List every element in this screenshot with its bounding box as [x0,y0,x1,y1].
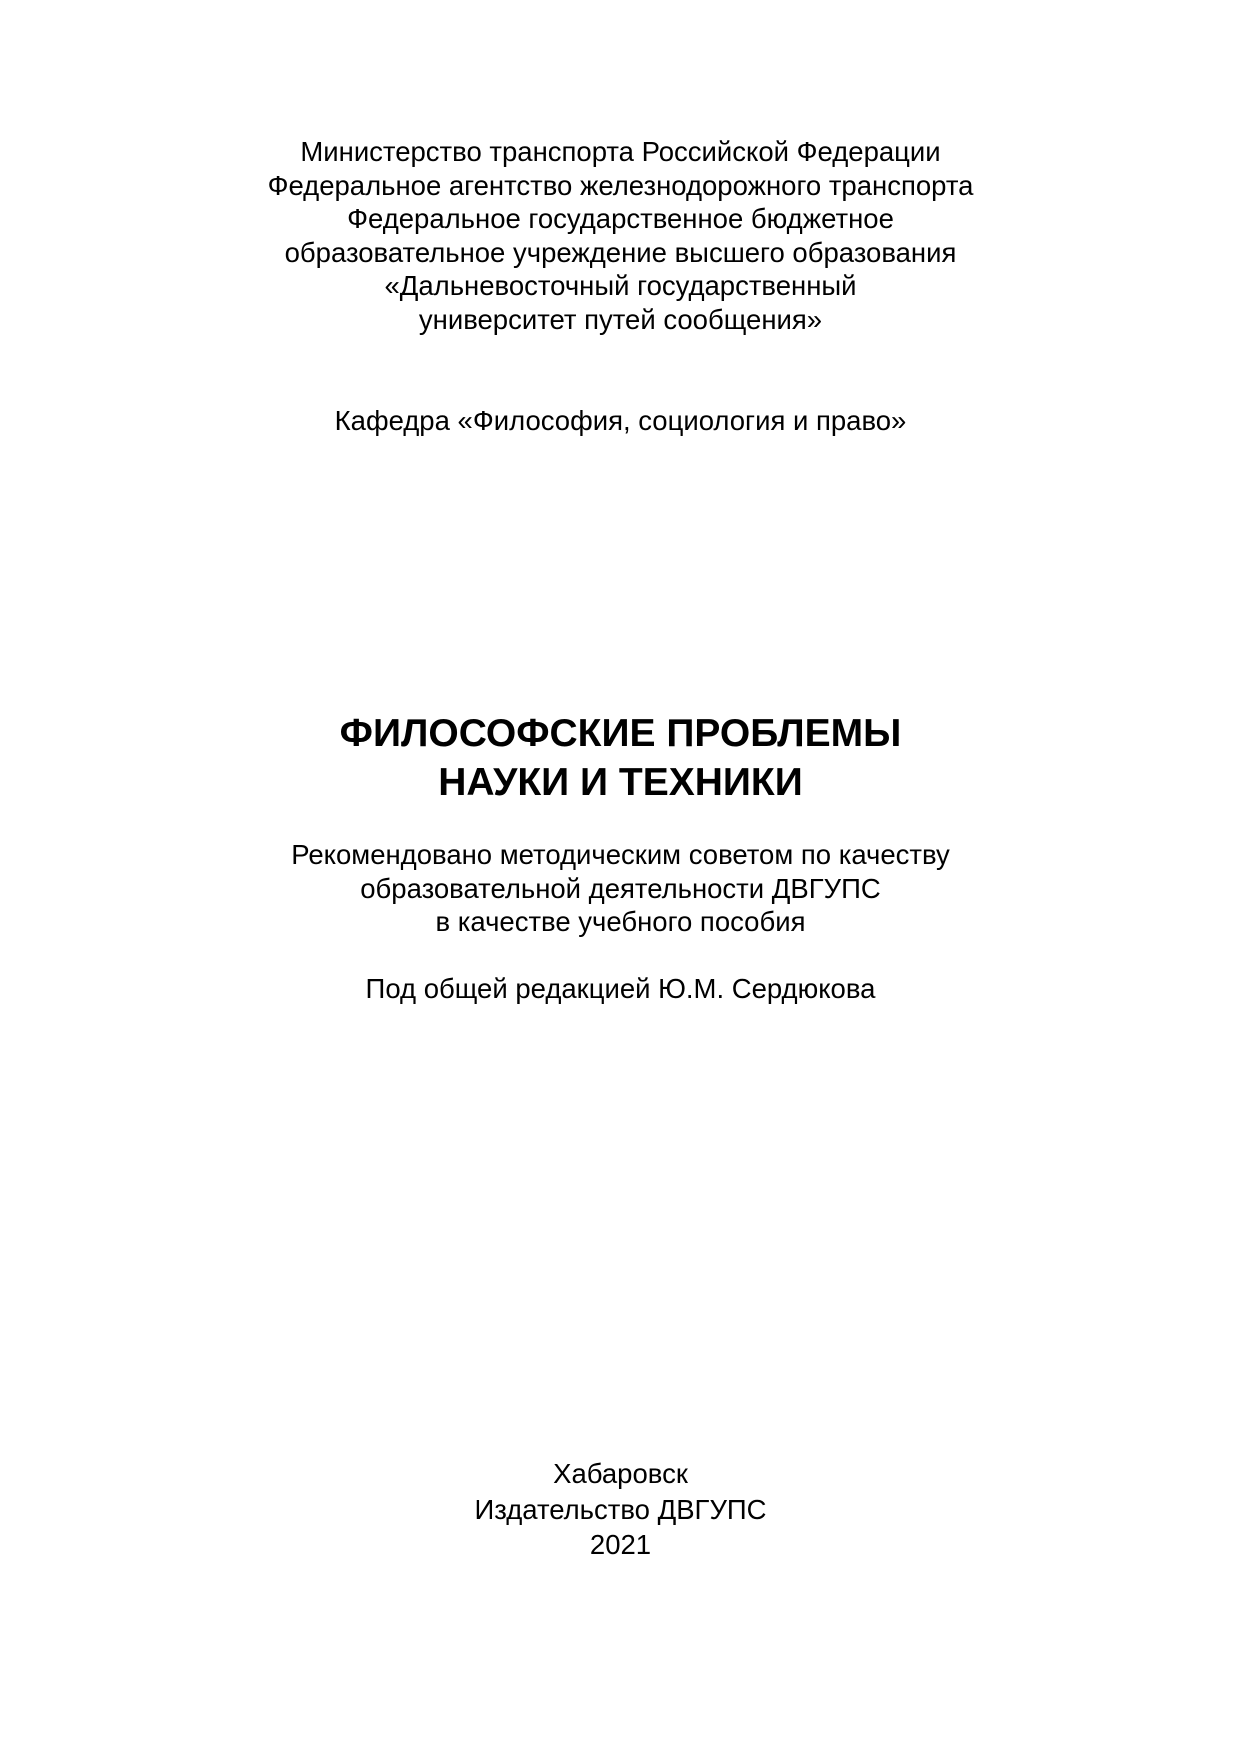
editor-line: Под общей редакцией Ю.М. Сердюкова [365,973,876,1004]
institution-line-educational: образовательное учреждение высшего образования [284,236,957,268]
department-line: Кафедра «Философия, социология и право» [334,405,907,436]
recommendation-line-1: Рекомендовано методическим советом по качеству [291,839,950,870]
recommendation-line-3: в качестве учебного пособия [435,906,806,937]
institution-line-ministry: Министерство транспорта Российской Федерации [300,136,941,167]
imprint-publisher: Издательство ДВГУПС [474,1493,767,1525]
recommendation-note [0,838,1241,939]
institution-header [0,135,1241,336]
institution-line-federal: Федеральное государственное бюджетное [347,203,894,234]
institution-line-agency: Федеральное агентство железнодорожного транспорта [267,169,974,201]
institution-line-university-name-end: университет путей сообщения» [418,303,823,335]
imprint-city: Хабаровск [553,1458,688,1489]
editor-credit [0,972,1241,1006]
recommendation-line-2: образовательной деятельности ДВГУПС [360,872,881,904]
imprint-year: 2021 [589,1529,652,1560]
book-title-line-1: ФИЛОСОФСКИЕ ПРОБЛЕМЫ [339,712,902,755]
department-name [0,404,1241,438]
imprint [0,1456,1241,1563]
book-title-line-2: НАУКИ И ТЕХНИКИ [438,761,803,804]
book-title [0,709,1241,807]
institution-line-university-name: «Дальневосточный государственный [384,270,857,301]
